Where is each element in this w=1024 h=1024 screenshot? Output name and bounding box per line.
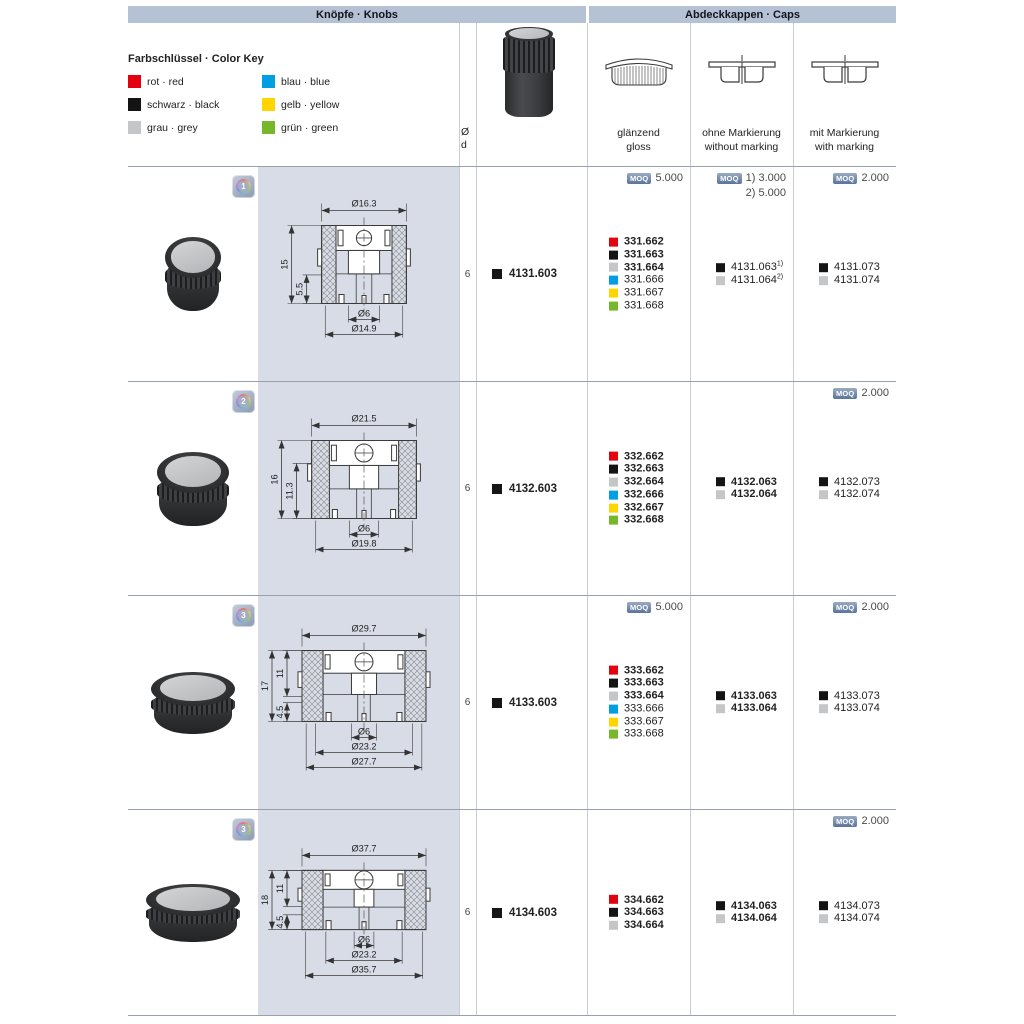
color-swatch [716,276,725,285]
color-swatch [716,914,725,923]
part-number-item [609,476,664,489]
color-swatch [492,698,502,708]
diameter-cell [459,596,476,809]
without-marking-cell [690,596,793,809]
column-divider [476,23,477,166]
color-swatch [716,704,725,713]
part-number-item [609,690,664,703]
color-swatch [492,484,502,494]
drawing-cell [258,382,459,595]
color-swatch [819,914,828,923]
part-number: 4133.063 [731,689,777,702]
svg-text:Ø6: Ø6 [357,726,371,737]
part-number: 4131.073 [834,261,880,274]
part-number-item [609,236,664,249]
diameter-value: 6 [464,697,471,708]
diameter-value: 6 [464,907,471,918]
row-number-badge [232,604,255,627]
color-key-item [128,98,262,111]
color-swatch [609,730,618,739]
part-number-item [609,450,664,463]
color-swatch [716,692,725,701]
row-number-badge [232,390,255,413]
part-number-item [609,677,664,690]
color-swatch [492,908,502,918]
knobs-section-header: Knöpfe · Knobs [128,6,586,23]
knob-face [156,887,229,911]
svg-text:18: 18 [260,894,270,906]
color-swatch [609,516,618,525]
part-number-item [716,489,777,502]
row-number-badge [232,818,255,841]
part-number: 331.666 [624,274,664,286]
part-number: 333.666 [624,702,664,715]
with-marking-cell [793,596,896,809]
color-swatch [819,478,828,487]
part-number: 332.663 [624,462,664,475]
moq-note-line [717,172,786,184]
part-number: 4132.074 [834,488,880,501]
color-swatch [609,465,618,474]
part-number: 333.663 [624,676,664,689]
color-swatch [609,263,618,272]
moq-badge: MOQ [833,388,858,399]
part-number: 4134.074 [834,912,880,925]
svg-text:Ø16.3: Ø16.3 [351,198,377,209]
part-number: 4131.074 [834,274,880,286]
color-key-item [262,75,442,88]
color-swatch [609,478,618,487]
color-swatch [819,263,828,272]
svg-text:Ø6: Ø6 [357,934,371,945]
part-number-item [716,900,777,913]
color-swatch [819,692,828,701]
color-swatch [609,692,618,701]
part-number-item [609,514,664,527]
footnote-marker: 2) [776,273,784,281]
knob-photo [146,884,240,942]
technical-drawing [258,167,459,380]
part-number-item [609,489,664,502]
badge-number: 2 [238,396,249,407]
svg-text:Ø14.9: Ø14.9 [351,323,377,334]
part-number-item [609,274,664,287]
product-row [128,166,896,381]
part-number-item [716,703,777,716]
color-swatch [609,895,618,904]
part-number-list [716,690,777,716]
moq-line [627,601,683,613]
diameter-cell [459,810,476,1015]
with-marking-cell [793,810,896,1015]
table-header [128,23,896,166]
color-key-item [262,121,442,134]
color-key-item [128,121,262,134]
color-swatch [609,250,618,259]
moq-note-line [717,187,786,199]
part-number-item [716,476,777,489]
technical-drawing [258,382,459,595]
part-number-item [819,274,880,287]
knob-knurl [503,35,555,73]
diameter-symbol: Ø [461,126,470,138]
drawing-cell [258,810,459,1015]
part-number-item [716,274,783,287]
color-swatch [128,121,141,134]
part-number-item [609,728,664,741]
part-number-item [609,261,664,274]
color-key-title: Farbschlüssel · Color Key [128,53,264,65]
diameter-value: 6 [464,483,471,494]
color-swatch [716,263,725,272]
badge-ring [236,179,251,194]
color-swatch [716,478,725,487]
part-number: 331.663 [624,248,664,261]
without-marking-cell [690,382,793,595]
knob-part-cell [476,382,587,595]
with-marking-cell [793,167,896,381]
part-number: 332.668 [624,514,664,527]
part-number-item [609,287,664,300]
part-number-list [609,236,664,313]
part-number: 4133.073 [834,689,880,702]
color-swatch [128,75,141,88]
color-swatch [819,490,828,499]
color-swatch [819,902,828,911]
gloss-cell [587,382,690,595]
svg-text:11: 11 [275,883,285,894]
moq-line [833,172,889,184]
svg-text:Ø37.7: Ø37.7 [351,843,377,854]
diameter-letter: d [461,139,467,151]
color-swatch [819,276,828,285]
part-number-item [819,261,880,274]
moq-badge: MOQ [833,816,858,827]
color-swatch [609,704,618,713]
knob-face [165,456,221,487]
product-rows [128,166,896,1016]
color-key-label: blau · blue [281,75,331,88]
part-number-list [819,900,880,926]
part-number-item [609,501,664,514]
knob-part-number [492,483,557,495]
part-number: 334.664 [624,918,664,931]
part-number: 331.664 [624,261,664,274]
part-number: 331.662 [624,235,664,248]
part-number-list [819,261,880,287]
part-number: 4134.063 [731,899,777,912]
color-swatch [609,490,618,499]
svg-text:4.5: 4.5 [275,705,285,719]
moq-value: 2.000 [861,387,889,399]
moq-line [627,172,683,184]
photo-cell [128,382,258,595]
moq-value: 5.000 [655,172,683,184]
color-swatch [609,679,618,688]
moq-value: 2.000 [861,601,889,613]
svg-text:15: 15 [279,259,290,270]
color-swatch [609,238,618,247]
without-marking-label: ohne Markierung without marking [702,127,781,153]
part-number: 332.662 [624,450,664,463]
cap-section-icon [704,49,780,104]
part-number: 4131.063$^{1)}$ [731,260,784,274]
part-number: 4134.064 [731,912,777,925]
product-row [128,595,896,809]
moq-badge: MOQ [627,602,652,613]
knob-photo [157,452,229,526]
svg-text:4.5: 4.5 [275,915,285,929]
badge-number: 1 [238,181,249,192]
moq-badge: MOQ [717,173,742,184]
part-number-item [716,690,777,703]
drawing-cell [258,167,459,381]
color-key-item [262,98,442,111]
part-number: 332.664 [624,475,664,488]
part-number-item [609,919,664,932]
svg-text:11.3: 11.3 [284,482,295,500]
part-number-item [819,703,880,716]
color-swatch [716,902,725,911]
part-number-item [609,893,664,906]
part-number-item [716,261,783,274]
row-number-badge [232,175,255,198]
photo-cell [128,167,258,381]
diameter-cell [459,167,476,381]
color-swatch [492,269,502,279]
part-number: 4132.603 [509,482,557,495]
part-number: 4133.074 [834,702,880,715]
part-number: 4133.064 [731,702,777,715]
knob-photo [502,27,556,117]
gloss-cell [587,596,690,809]
part-number-list [609,893,664,931]
part-number-item [609,463,664,476]
caps-section-header: Abdeckkappen · Caps [589,6,896,23]
part-number: 4132.064 [731,488,777,501]
knob-photo [151,672,235,734]
part-number: 331.668 [624,299,664,312]
svg-text:Ø6: Ø6 [357,523,371,534]
part-number: 333.668 [624,728,664,741]
without-marking-cell [690,167,793,381]
moq-line [833,387,889,399]
moq-value: 5.000 [655,601,683,613]
color-swatch [262,121,275,134]
part-number-item [819,690,880,703]
color-swatch [609,921,618,930]
part-number-item [609,248,664,261]
moq-badge: MOQ [833,602,858,613]
part-number-item [609,906,664,919]
gloss-column-label: glänzend gloss [617,127,660,153]
color-swatch [609,717,618,726]
part-number: 332.667 [624,501,664,514]
part-number: 334.662 [624,893,664,906]
knob-part-cell [476,167,587,381]
part-number: 4134.073 [834,899,880,912]
color-swatch [609,289,618,298]
diameter-value: 6 [464,268,471,280]
with-marking-column-header [793,23,896,166]
part-number-item [609,664,664,677]
part-number-list [819,690,880,716]
part-number: 331.667 [624,286,664,299]
knob-product-photo-header [502,27,556,117]
column-divider [459,23,460,166]
color-swatch [609,908,618,917]
svg-text:Ø35.7: Ø35.7 [351,964,377,975]
svg-text:17: 17 [260,680,270,692]
badge-number: 3 [238,824,249,835]
color-key-label: grau · grey [147,121,198,134]
svg-text:16: 16 [269,474,280,485]
part-number: 4131.603 [509,268,557,280]
part-number-item [716,913,777,926]
gloss-cell [587,167,690,381]
color-swatch [609,301,618,310]
without-marking-cell [690,810,793,1015]
knob-part-number [492,697,557,709]
part-number-list [716,476,777,502]
photo-cell [128,596,258,809]
part-number: 4134.603 [509,906,557,919]
gloss-column-header [587,23,690,166]
color-key-grid [128,75,442,134]
badge-ring [236,394,251,409]
moq-notes [717,172,786,202]
part-number: 333.667 [624,715,664,728]
part-number-item [609,703,664,716]
gloss-cell [587,810,690,1015]
part-number-item [609,300,664,313]
svg-text:11: 11 [275,668,285,679]
badge-ring [236,608,251,623]
product-row [128,381,896,595]
svg-text:Ø27.7: Ø27.7 [351,756,377,767]
knob-part-number [492,268,557,280]
part-number: 333.662 [624,664,664,677]
moq-value: 2) 5.000 [745,187,786,199]
footnote-marker: 1) [776,260,784,268]
knob-photo [165,237,221,311]
knob-face [160,675,226,701]
moq-value: 2.000 [861,172,889,184]
badge-ring [236,822,251,837]
moq-value: 1) 3.000 [745,172,786,184]
color-swatch [716,490,725,499]
part-number-item [819,476,880,489]
moq-badge: MOQ [627,173,652,184]
with-marking-cell [793,382,896,595]
part-number: 332.666 [624,488,664,501]
color-key-label: grün · green [281,121,339,134]
photo-cell [128,810,258,1015]
part-number: 334.663 [624,906,664,919]
svg-text:Ø21.5: Ø21.5 [351,413,377,424]
color-key-label: rot · red [147,75,184,88]
gloss-cap-icon [601,49,677,104]
knob-face [171,241,215,272]
part-number: 4131.064$^{2)}$ [731,273,784,286]
moq-line [833,815,889,827]
color-swatch [262,98,275,111]
knob-part-number [492,907,557,919]
badge-number: 3 [238,610,249,621]
part-number: 4132.073 [834,475,880,488]
moq-value: 2.000 [861,815,889,827]
color-swatch [609,666,618,675]
part-number-item [819,900,880,913]
part-number-list [609,664,664,741]
color-swatch [262,75,275,88]
svg-text:5.5: 5.5 [294,282,305,296]
svg-text:Ø29.7: Ø29.7 [351,623,377,634]
part-number-item [609,715,664,728]
moq-line [833,601,889,613]
svg-text:Ø23.2: Ø23.2 [351,741,377,752]
moq-badge: MOQ [833,173,858,184]
with-marking-label: mit Markierung with marking [809,127,880,153]
color-swatch [609,503,618,512]
technical-drawing [258,596,459,809]
color-swatch [819,704,828,713]
part-number-list [716,261,783,287]
part-number-item [819,913,880,926]
color-key-label: schwarz · black [147,98,220,111]
cap-section-icon [807,49,883,104]
svg-text:Ø6: Ø6 [357,308,371,319]
product-row [128,809,896,1016]
part-number: 4133.603 [509,696,557,709]
color-key-label: gelb · yellow [281,98,340,111]
without-marking-column-header [690,23,793,166]
drawing-cell [258,596,459,809]
part-number: 4132.063 [731,475,777,488]
part-number-list [819,476,880,502]
catalog-table [128,6,896,1016]
knob-part-cell [476,596,587,809]
part-number: 333.664 [624,689,664,702]
technical-drawing [258,810,459,1023]
section-bars [128,6,896,23]
diameter-column-header [461,126,469,152]
diameter-cell [459,382,476,595]
color-swatch [609,276,618,285]
part-number-list [716,900,777,926]
color-key-item [128,75,262,88]
part-number-item [819,489,880,502]
svg-text:Ø23.2: Ø23.2 [351,949,377,960]
knob-part-cell [476,810,587,1015]
color-swatch [128,98,141,111]
svg-text:Ø19.8: Ø19.8 [351,538,377,549]
color-swatch [609,452,618,461]
part-number-list [609,450,664,527]
